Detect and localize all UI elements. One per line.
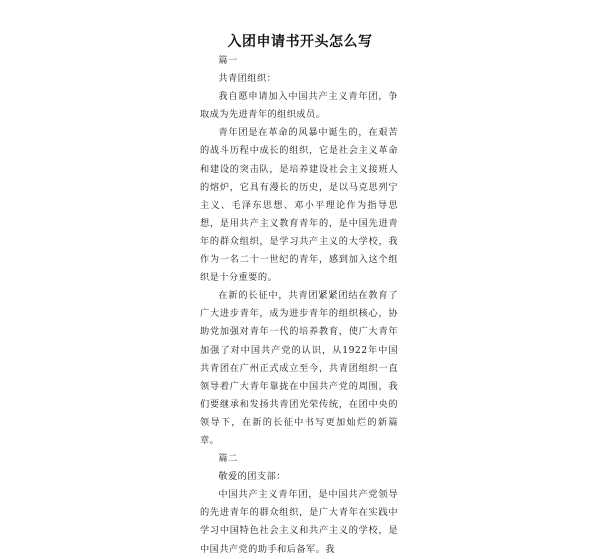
paragraph: 我自愿申请加入中国共产主义青年团，争取成为先进青年的组织成员。 [200, 91, 398, 121]
salutation-1: 共青团组织： [218, 73, 277, 85]
paragraph: 青年团是在革命的风暴中诞生的，在艰苦的战斗历程中成长的组织，它是社会主义革命和建设的突击队，是培养建设社会主义接班人的熔炉，它具有漫长的历史，是以马克思列宁主义、毛泽东思想、邓小平理论作为指导思想，是用共产主义教育青年的，是中国先进青年的群众组织，是学习共产主义的大学校，我作为一名二十一世纪的青年，感到加入这个组织是十分重要的。 [200, 127, 398, 284]
document-body [200, 52, 398, 559]
paragraph: 中国共产主义青年团，是中国共产党领导的先进青年的群众组织，是广大青年在实践中学习中国特色社会主义和共产主义的学校，是中国共产党的助手和后备军。我 [200, 489, 398, 555]
salutation-2: 敬爱的团支部： [218, 471, 286, 483]
section-label-2: 篇二 [218, 453, 238, 465]
section-label-1: 篇一 [218, 55, 238, 66]
paragraph: 在新的长征中，共青团紧紧团结在教育了广大进步青年，成为进步青年的组织核心，协助党加强对青年一代的培养教育，使广大青年加强了对中国共产党的认识，从1922年中国共青团在广州正式成立至今，共青团组织一直领导着广大青年靠拢在中国共产党的周围，我们要继承和发扬共青团光荣传统，在团中央的领导下，在新的长征中书写更加灿烂的新篇章。 [200, 290, 398, 446]
document-title: 入团申请书开头怎么写 [227, 34, 373, 50]
